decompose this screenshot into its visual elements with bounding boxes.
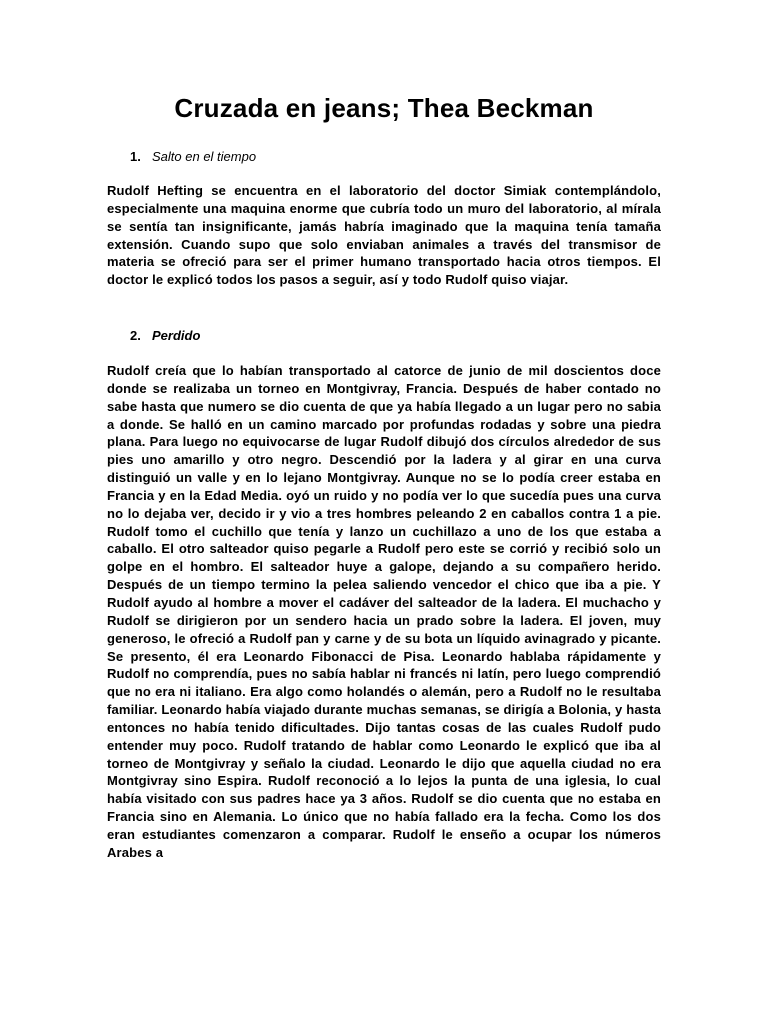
section-heading-label-1: Salto en el tiempo [152,149,257,164]
section-heading-label-2: Perdido [152,328,201,343]
section-paragraph-1: Rudolf Hefting se encuentra en el laboratorio del doctor Simiak contemplándolo, especialmente una maquina enorme que cubría todo un muro del laboratorio, al mírala se sentía tan insignificante, jamás habría imaginado que la maquina tenía tamaña extensión. Cuando supo que solo enviaban animales a través del transmisor de materia se ofreció para ser el primer humano transportado hacia otros tiempos. El doctor le explicó todos los pasos a seguir, así y todo Rudolf quiso viajar. [107,183,661,288]
section-number-2: 2. [130,328,141,343]
section-heading-2 [130,328,200,343]
section-number-1: 1. [130,149,141,164]
document-title: Cruzada en jeans; Thea Beckman [174,93,594,123]
section-paragraph-2: Rudolf creía que lo habían transportado al catorce de junio de mil doscientos doce donde se realizaba un torneo en Montgivray, Francia. Después de haber contado no sabe hasta que numero se dio cuenta de que ya había llegado a un lugar pero no sabia a donde. Se halló en un camino marcado por profundas rodadas y sobre una piedra plana. Para luego no equivocarse de lugar Rudolf dibujó dos círculos alrededor de sus pies uno amarillo y otro negro. Descendió por la ladera y al girar en una curva distinguió un valle y en lo lejano Montgivray. Aunque no se lo podía creer estaba en Francia y en la Edad Media. oyó un ruido y no podía ver lo que sucedía pues una curva no lo dejaba ver, decido ir y vio a tres hombres peleando 2 en caballos contra 1 a pie. Rudolf tomo el cuchillo que tenía y lanzo un cuchillazo a uno de los que estaba a caballo. El otro salteador quiso pegarle a Rudolf pero este se corrió y recibió solo un golpe en el hombro. El salteador huye a galope, dejando a su compañero herido. Después de un tiempo termino la pelea saliendo vencedor el chico que iba a pie. Y Rudolf ayudo al hombre a mover el cadáver del salteador de la ladera. El muchacho y Rudolf se dirigieron por un sendero hacia un prado sobre la ladera. El joven, muy generoso, le ofreció a Rudolf pan y carne y de su bota un líquido avinagrado y picante. Se presento, él era Leonardo Fibonacci de Pisa. Leonardo hablaba rápidamente y Rudolf no comprendía, pues no sabía hablar ni francés ni latín, pero luego comprendió que no era ni italiano. Era algo como holandés o alemán, pero a Rudolf no le resultaba familiar. Leonardo había viajado durante muchas semanas, se dirigía a Bolonia, y hasta entonces no había tenido dificultades. Dijo tantas cosas de las cuales Rudolf pudo entender muy poco. Rudolf tratando de hablar como Leonardo le explicó que iba al torneo de Montgivray y señalo la ciudad. Leonardo le dijo que aquella ciudad no era Montgivray sino Espira. Rudolf reconoció a lo lejos la punta de una iglesia, lo cual había visitado con sus padres hace ya 3 años. Rudolf se dio cuenta que no estaba en Francia sino en Alemania. Lo único que no había fallado era la fecha. Como los dos eran estudiantes comenzaron a comparar. Rudolf le enseño a ocupar los números Arabes a [107,363,661,860]
section-heading-1 [130,149,256,164]
